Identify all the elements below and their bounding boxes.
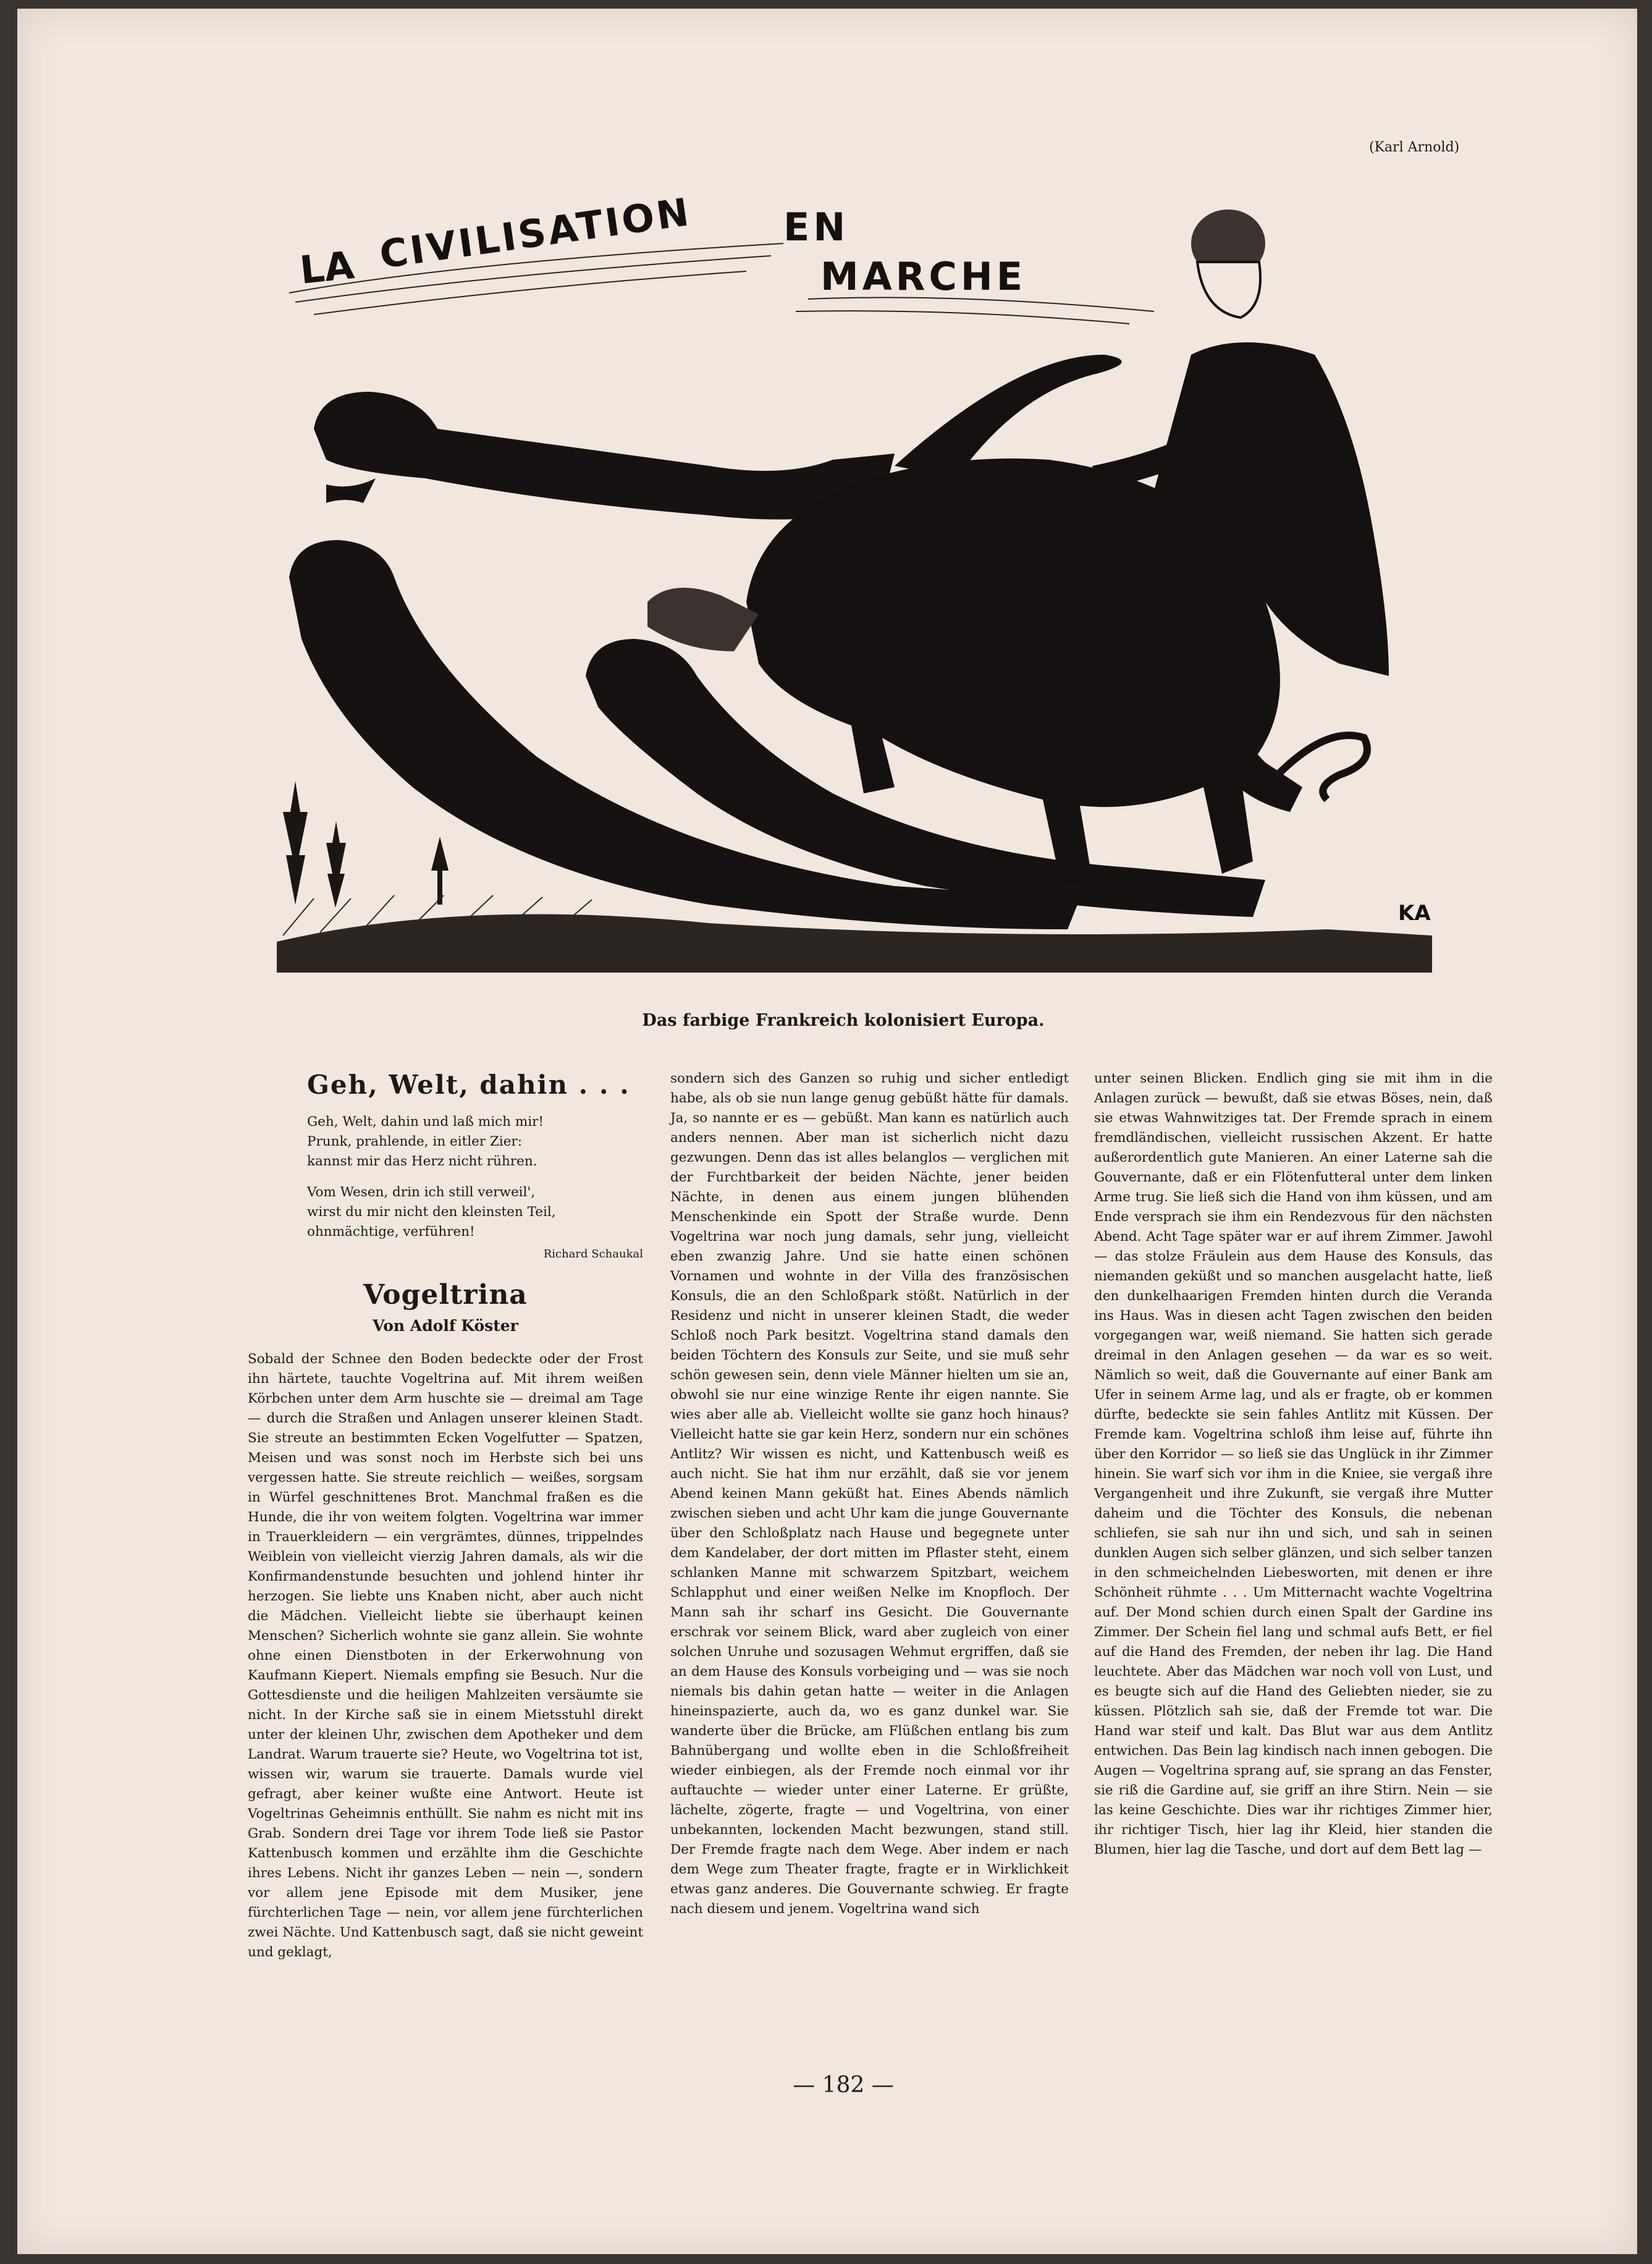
text-column-2: [670, 1069, 1069, 1919]
story-text-col2: sondern sich des Ganzen so ruhig und sicher entledigt habe, als ob sie nun lange genug gebüßt hätte für damals. Ja, so nannte er es — gebüßt. Man kann es natürlich auch anders nennen. Aber man ist sicherlich nicht dazu gezwungen. Denn das ist alles belanglos — verglichen mit der Furchtbarkeit der beiden Nächte, jener beiden Nächte, in denen aus einem jungen blühenden Menschenkinde ein Spott der Straße wurde. Denn Vogeltrina war noch jung damals, sehr jung, vielleicht eben zwanzig Jahre. Und sie hatte einen schönen Vornamen und wohnte in der Villa des französischen Konsuls, die an den Schloßpark stößt. Natürlich in der Residenz und nicht in unserer kleinen Stadt, die weder Schloß noch Park besitzt. Vogeltrina stand damals den beiden Töchtern des Konsuls zur Seite, und sie muß sehr schön gewesen sein, denn viele Männer hielten um sie an, obwohl sie nur eine winzige Rente ihr eigen nannte. Sie wies aber alle ab. Vielleicht wollte sie ganz hoch hinaus? Vielleicht hatte sie gar kein Herz, sondern nur ein schönes Antlitz? Wir wissen es nicht, und Kattenbusch weiß es auch nicht. Sie hat ihm nur erzählt, daß sie vor jenem Abend keinen Mann geküßt hat. Eines Abends nämlich zwischen sieben und acht Uhr kam die junge Gouvernante über den Schloßplatz nach Hause und begegnete unter dem Kandelaber, der dort mitten im Pflaster steht, einem schlanken Manne mit schwarzem Spitzbart, weichem Schlapphut und einer weißen Nelke im Knopfloch. Der Mann sah ihr scharf ins Gesicht. Die Gouvernante erschrak vor seinem Blick, ward aber zugleich von einer solchen Unruhe und sozusagen Wehmut ergriffen, daß sie an dem Hause des Konsuls vorbeiging und — was sie noch niemals bis dahin getan hatte — weiter in die Anlagen hineinspazierte, auch da, wo es ganz dunkel war. Sie wanderte über die Brücke, am Flüßchen entlang bis zum Bahnübergang und wollte eben in die Schloßfreiheit wieder einbiegen, als der Fremde noch einmal vor ihr auftauchte — wieder unter einer Laterne. Er grüßte, lächelte, zögerte, fragte — und Vogeltrina, von einer unbekannten, lockenden Macht bezwungen, stand still. Der Fremde fragte nach dem Wege. Aber indem er nach dem Wege zum Theater fragte, fragte er in Wirklichkeit etwas ganz anderes. Die Gouvernante schwieg. Er fragte nach diesem und jenem. Vogeltrina wand sich: [670, 1071, 1069, 1917]
poem-line: Geh, Welt, dahin und laß mich mir!: [307, 1114, 544, 1130]
story-text-col3: unter seinen Blicken. Endlich ging sie mit ihm in die Anlagen zurück — bewußt, daß sie etwas Böses, nein, daß sie etwas Wahnwitziges tat. Der Fremde sprach in einem fremdländischen, vielleicht russischen Akzent. Er hatte außerordentlich gute Manieren. An einer Laterne sah die Gouvernante, daß er ein Flötenfutteral unter dem linken Arme trug. Sie ließ sich die Hand von ihm küssen, und am Ende versprach sie ihm ein Rendezvous für den nächsten Abend. Acht Tage später war er auf ihrem Zimmer. Jawohl — das stolze Fräulein aus dem Hause des Konsuls, das niemanden geküßt und so manchen ausgelacht hatte, ließ den dunkelhaarigen Fremden hinten durch die Veranda ins Haus. Was in diesen acht Tagen zwischen den beiden vorgegangen war, weiß niemand. Sie hatten sich gerade dreimal in den Anlagen gesehen — da war es so weit. Nämlich so weit, daß die Gouvernante auf einer Bank am Ufer in seinem Arme lag, und als er fragte, ob er kommen dürfte, bedeckte sie sein fahles Antlitz mit Küssen. Der Fremde kam. Vogeltrina schloß ihm leise auf, führte ihn über den Korridor — so ließ sie das Unglück in ihr Zimmer hinein. Sie warf sich vor ihm in die Kniee, sie vergaß ihre Vergangenheit und ihre Zukunft, sie vergaß ihre Mutter daheim und die Töchter des Konsuls, die nebenan schliefen, sie sah nur ihn und sich, und sah in seinen dunklen Augen sich selber glänzen, und sich selber tanzen in den schmeichelnden Liebesworten, mit denen er ihre Schönheit rühmte . . . Um Mitternacht wachte Vogeltrina auf. Der Mond schien durch einen Spalt der Gardine ins Zimmer. Der Schein fiel lang und schmal aufs Bett, er fiel auf die Hand des Fremden, der neben ihr lag. Die Hand leuchtete. Aber das Mädchen war noch voll von Lust, und es beugte sich auf die Hand des Geliebten nieder, sie zu küssen. Plötzlich sah sie, daß der Fremde tot war. Die Hand war steif und kalt. Das Blut war aus dem Antlitz entwichen. Das Bein lag kindisch nach innen gebogen. Die Augen — Vogeltrina sprang auf, sie sprang an das Fenster, sie riß die Gardine auf, sie griff an ihre Stirn. Nein — sie las keine Geschichte. Dies war ihr richtiges Zimmer hier, ihr richtiger Tisch, hier lag ihr Kleid, hier standen die Blumen, hier lag die Tasche, und dort auf dem Bett lag —: [1094, 1071, 1493, 1857]
poem-stanza-1: [307, 1112, 643, 1172]
illustration-caption: Das farbige Frankreich kolonisiert Europa.: [642, 1011, 1045, 1030]
poem-author: Richard Schaukal: [543, 1248, 643, 1261]
poem-line: kannst mir das Herz nicht rühren.: [307, 1154, 537, 1169]
artist-monogram: KA: [1398, 901, 1431, 926]
dark-creature-top: [314, 392, 895, 520]
illustration-credit: (Karl Arnold): [1369, 140, 1460, 155]
story-author: Von Adolf Köster: [373, 1317, 518, 1335]
poem-line: Prunk, prahlende, in eitler Zier:: [307, 1134, 523, 1149]
cartoon-illustration: [277, 169, 1481, 985]
title-civilisation: CIVILISATION: [376, 188, 694, 277]
poem-stanza-2: [307, 1183, 643, 1242]
pine-trees: [283, 781, 449, 908]
title-la: LA: [297, 242, 356, 293]
page-number: — 182 —: [793, 2072, 894, 2098]
title-marche: MARCHE: [820, 254, 1027, 299]
title-en: EN: [783, 205, 849, 250]
poem-line: ohnmächtige, verführen!: [307, 1224, 475, 1240]
page-sheet: [17, 9, 1637, 2254]
poem-line: wirst du mir nicht den kleinsten Teil,: [307, 1204, 556, 1220]
poem-line: Vom Wesen, drin ich still verweil',: [307, 1185, 536, 1200]
text-column-1: [248, 1069, 643, 1962]
story-text-col1: Sobald der Schnee den Boden bedeckte oder der Frost ihn härtete, tauchte Vogeltrina auf. Mit ihrem weißen Körbchen unter dem Arm huschte sie — dreimal am Tage — durch die Straßen und Anlagen unserer kleinen Stadt. Sie streute an bestimmten Ecken Vogelfutter — Spatzen, Meisen und was sonst noch im Herbste sich bei uns vergessen hatte. Sie streute reichlich — weißes, sorgsam in Würfel geschnittenes Brot. Manchmal fraßen es die Hunde, die ihr von weitem folgten. Vogeltrina war immer in Trauerkleidern — ein vergrämtes, dünnes, trippelndes Weiblein von vielleicht vierzig Jahren damals, als wir die Konfirmandenstunde besuchten und johlend hinter ihr herzogen. Sie liebte uns Knaben nicht, aber auch nicht die Mädchen. Vielleicht liebte sie überhaupt keinen Menschen? Sicherlich wohnte sie ganz allein. Sie wohnte ohne einen Dienstboten in der Erkerwohnung von Kaufmann Kiepert. Niemals empfing sie Besuch. Nur die Gottesdienste und die heiligen Mahlzeiten versäumte sie nicht. In der Kirche saß sie in einem Mietsstuhl direkt unter der kleinen Uhr, zwischen dem Apotheker und dem Landrat. Warum trauerte sie? Heute, wo Vogeltrina tot ist, wissen wir, warum sie trauerte. Damals wurde viel gefragt, aber keiner wußte eine Antwort. Heute ist Vogeltrinas Geheimnis enthüllt. Sie nahm es nicht mit ins Grab. Sondern drei Tage vor ihrem Tode ließ sie Pastor Kattenbusch kommen und erzählte ihm die Geschichte ihres Lebens. Nicht ihr ganzes Leben — nein —, sondern vor allem jene Episode mit dem Musiker, jene fürchterlichen Tage — nein, vor allem jene fürchterlichen zwei Nächte. Und Kattenbusch sagt, daß sie nicht geweint und geklagt,: [248, 1351, 643, 1960]
story-title: Vogeltrina: [363, 1279, 528, 1311]
poem-title: Geh, Welt, dahin . . .: [307, 1070, 630, 1100]
text-column-3: [1094, 1069, 1493, 1860]
